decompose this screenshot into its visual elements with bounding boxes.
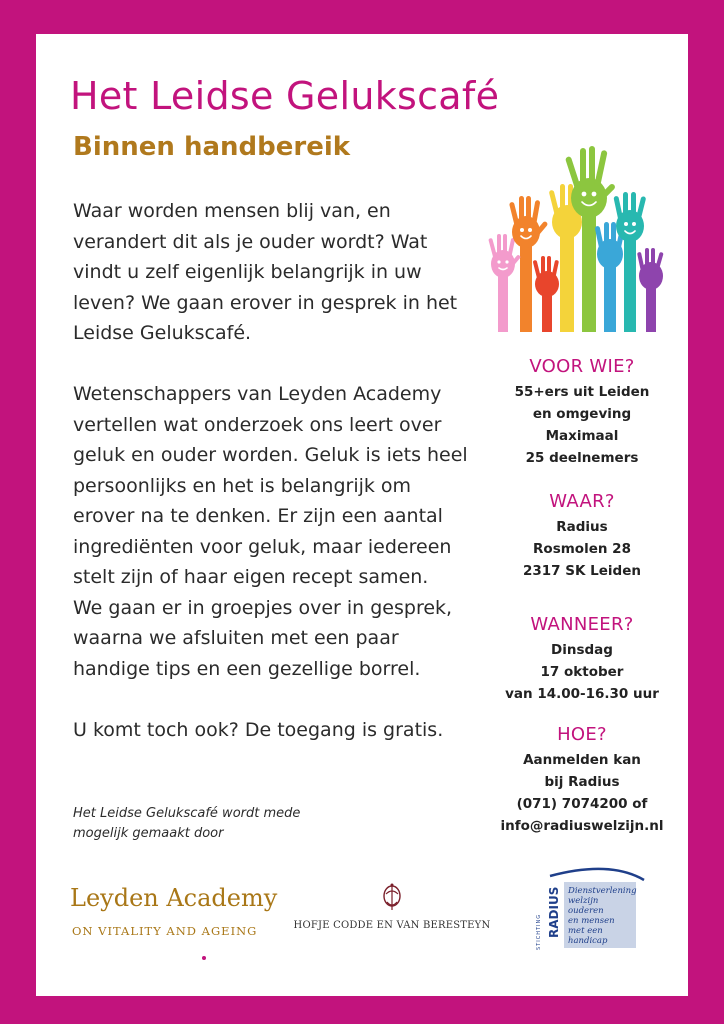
poster-title: Het Leidse Gelukscafé <box>70 74 500 118</box>
hofje-crest-icon <box>292 882 492 918</box>
info-line: Dinsdag <box>551 642 613 658</box>
info-heading: WAAR? <box>549 491 615 512</box>
info-line: Maximaal <box>545 428 619 444</box>
sponsor-credit: Het Leidse Gelukscafé wordt mede mogelijk gemaakt door <box>73 806 301 841</box>
body-paragraph: U komt toch ook? De toegang is gratis. <box>73 718 444 741</box>
radius-vertical-large: RADIUS <box>547 886 561 938</box>
info-voor-wie <box>476 356 688 469</box>
radius-line: met een <box>568 926 603 936</box>
info-wanneer <box>476 614 688 705</box>
body-text <box>73 196 473 745</box>
info-heading: WANNEER? <box>530 614 634 635</box>
info-line: 55+ers uit Leiden <box>514 384 650 400</box>
info-line: bij Radius <box>544 774 620 790</box>
radius-line: ouderen <box>568 906 604 916</box>
radius-vertical-small: STICHTING <box>536 913 542 950</box>
leyden-logo-tagline: ON VITALITY AND AGEING <box>72 924 258 938</box>
info-line: en omgeving <box>532 406 632 422</box>
hofje-logo <box>292 882 492 942</box>
decorative-dot <box>202 956 206 960</box>
info-line: 25 deelnemers <box>525 450 639 466</box>
info-line: Aanmelden kan <box>523 752 641 768</box>
body-paragraph: Waar worden mensen blij van, en verandert dit als je ouder wordt? Wat vindt u zelf eigenlijk belangrijk in uw leven? We gaan erover in gesprek in het Leidse Gelukscafé. <box>73 200 458 344</box>
radius-logo <box>520 866 650 962</box>
poster <box>36 34 688 996</box>
info-waar <box>476 491 688 582</box>
radius-line: en mensen <box>568 916 615 926</box>
info-line: (071) 7074200 of <box>516 796 648 812</box>
info-line: van 14.00-16.30 uur <box>505 686 659 702</box>
info-hoe <box>476 724 688 837</box>
radius-line: Dienstverlening <box>568 886 637 896</box>
info-line: Rosmolen 28 <box>533 541 631 557</box>
radius-line: handicap <box>568 936 608 946</box>
poster-subtitle: Binnen handbereik <box>73 132 351 162</box>
raised-hands-icon <box>486 142 668 332</box>
info-line: info@radiuswelzijn.nl <box>500 818 664 834</box>
info-line: 17 oktober <box>540 664 624 680</box>
body-paragraph: We gaan er in groepjes over in gesprek, waarna we afsluiten met een paar handige tips en een gezellige borrel. <box>73 596 453 680</box>
info-heading: HOE? <box>557 724 607 745</box>
radius-line: welzijn <box>568 896 599 906</box>
hofje-logo-name: HOFJE CODDE EN VAN BERESTEYN <box>293 920 491 931</box>
info-line: 2317 SK Leiden <box>523 563 641 579</box>
body-paragraph: Wetenschappers van Leyden Academy vertellen wat onderzoek ons leert over geluk en ouder worden. Geluk is iets heel persoonlijks en het is belangrijk om erover na te denken. Er zijn een aantal ingrediënten voor geluk, maar iedereen stelt zijn of haar eigen recept samen. <box>73 383 468 588</box>
info-line: Radius <box>556 519 608 535</box>
leyden-logo-name: Leyden Academy <box>70 884 278 912</box>
info-heading: VOOR WIE? <box>529 356 635 377</box>
leyden-academy-logo <box>70 880 278 964</box>
